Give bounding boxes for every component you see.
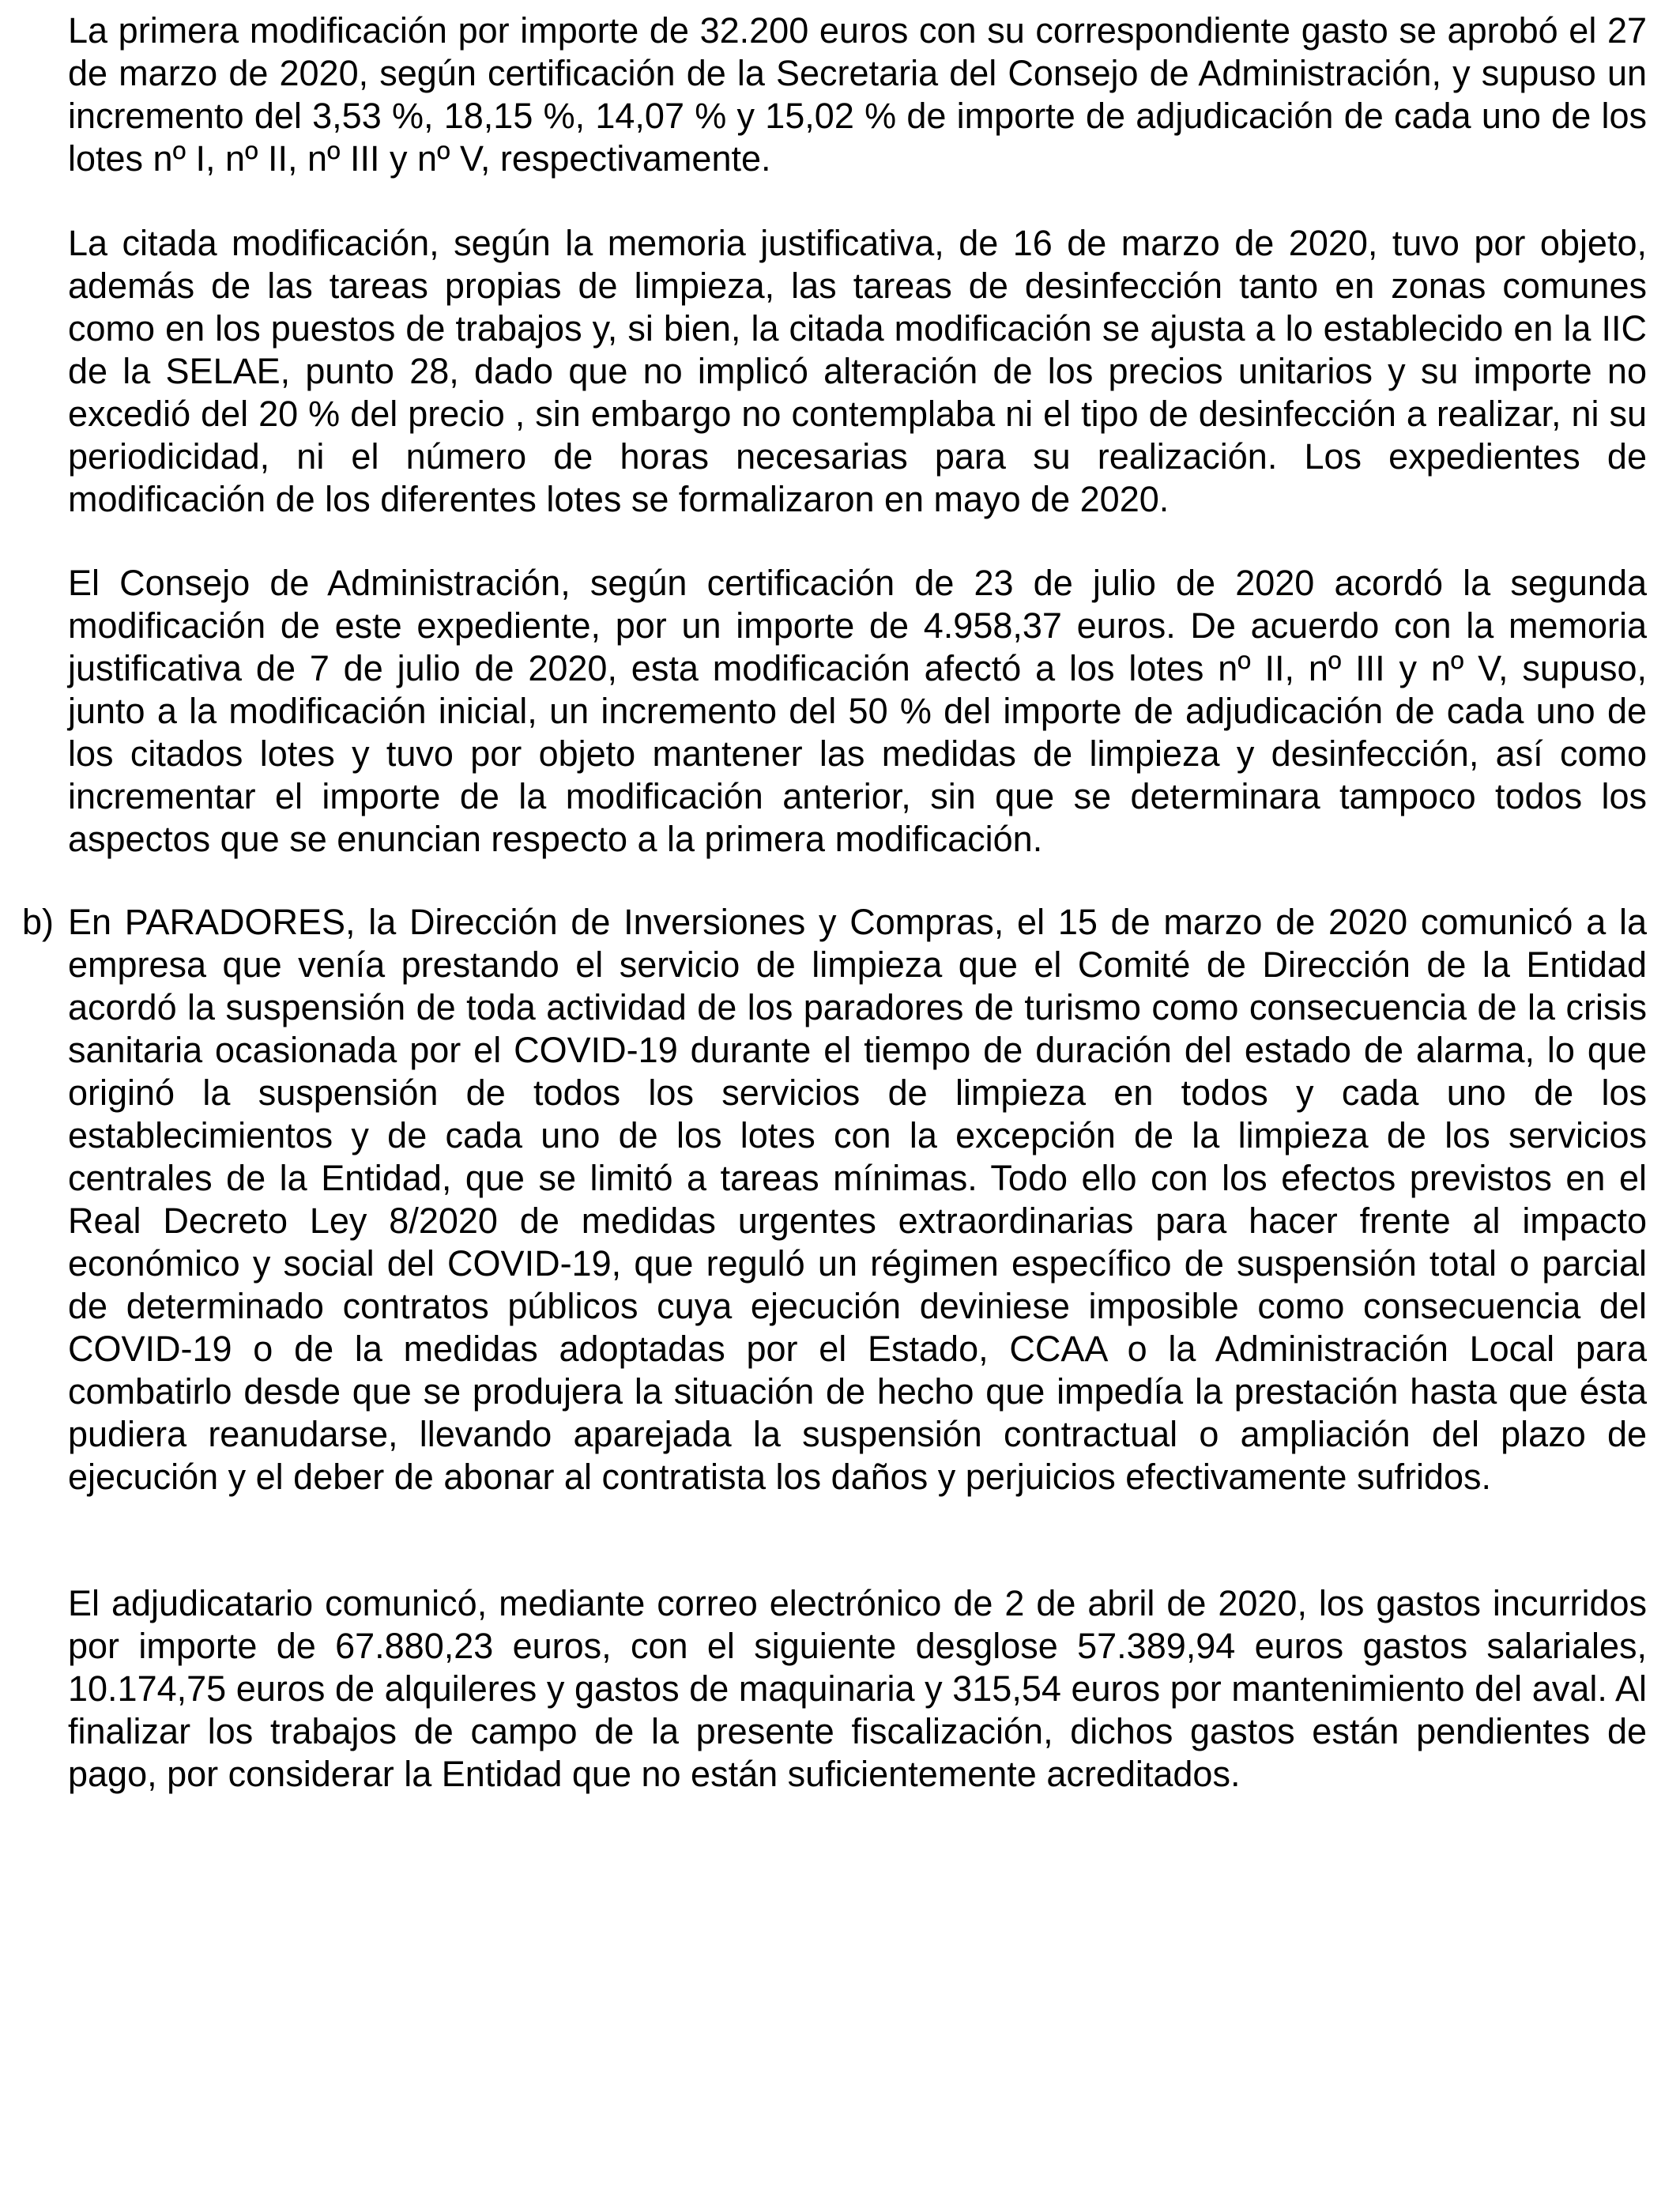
paragraph-modification-purpose: La citada modificación, según la memoria justificativa, de 16 de marzo de 2020, tuvo por objeto, además de las tareas propias de limpieza, las tareas de desinfección tanto en zonas comunes como en los puestos de trabajos y, si bien, la citada modificación se ajusta a lo establecido en la IIC de la SELAE, punto 28, dado que no implicó alteración de los precios unitarios y su importe no excedió del 20 % del precio , sin embargo no contemplaba ni el tipo de desinfección a realizar, ni su periodicidad, ni el número de horas necesarias para su realización. Los expedientes de modificación de los diferentes lotes se formalizaron en mayo de 2020.: [68, 223, 1647, 519]
paragraph-paradores: En PARADORES, la Dirección de Inversiones y Compras, el 15 de marzo de 2020 comunicó a la empresa que venía prestando el servicio de limpieza que el Comité de Dirección de la Entidad acordó la suspensión de toda actividad de los paradores de turismo como consecuencia de la crisis sanitaria ocasionada por el COVID-19 durante el tiempo de duración del estado de alarma, lo que originó la suspensión de todos los servicios de limpieza en todos y cada uno de los establecimientos y de cada uno de los lotes con la excepción de la limpieza de los servicios centrales de la Entidad, que se limitó a tareas mínimas. Todo ello con los efectos previstos en el Real Decreto Ley 8/2020 de medidas urgentes extraordinarias para hacer frente al impacto económico y social del COVID-19, que reguló un régimen específico de suspensión total o parcial de determinado contratos públicos cuya ejecución deviniese imposible como consecuencia del COVID-19 o de la medidas adoptadas por el Estado, CCAA o la Administración Local para combatirlo desde que se produjera la situación de hecho que impedía la prestación hasta que ésta pudiera reanudarse, llevando aparejada la suspensión contractual o ampliación del plazo de ejecución y el deber de abonar al contratista los daños y perjuicios efectivamente sufridos.: [68, 902, 1647, 1497]
list-item-b: [22, 901, 1647, 1498]
paragraph-first-modification: La primera modificación por importe de 32.200 euros con su correspondiente gasto se aprobó el 27 de marzo de 2020, según certificación de la Secretaria del Consejo de Administración, y supuso un incremento del 3,53 %, 18,15 %, 14,07 % y 15,02 % de importe de adjudicación de cada uno de los lotes nº I, nº II, nº III y nº V, respectivamente.: [68, 10, 1647, 179]
paragraph-second-modification: El Consejo de Administración, según certificación de 23 de julio de 2020 acordó la segunda modificación de este expediente, por un importe de 4.958,37 euros. De acuerdo con la memoria justificativa de 7 de julio de 2020, esta modificación afectó a los lotes nº II, nº III y nº V, supuso, junto a la modificación inicial, un incremento del 50 % del importe de adjudicación de cada uno de los citados lotes y tuvo por objeto mantener las medidas de limpieza y desinfección, así como incrementar el importe de la modificación anterior, sin que se determinara tampoco todos los aspectos que se enuncian respecto a la primera modificación.: [68, 563, 1647, 859]
paragraph-contractor-expenses: El adjudicatario comunicó, mediante correo electrónico de 2 de abril de 2020, los gastos incurridos por importe de 67.880,23 euros, con el siguiente desglose 57.389,94 euros gastos salariales, 10.174,75 euros de alquileres y gastos de maquinaria y 315,54 euros por mantenimiento del aval. Al finalizar los trabajos de campo de la presente fiscalización, dichos gastos están pendientes de pago, por considerar la Entidad que no están suficientemente acreditados.: [68, 1583, 1647, 1794]
list-marker: b): [22, 902, 55, 942]
